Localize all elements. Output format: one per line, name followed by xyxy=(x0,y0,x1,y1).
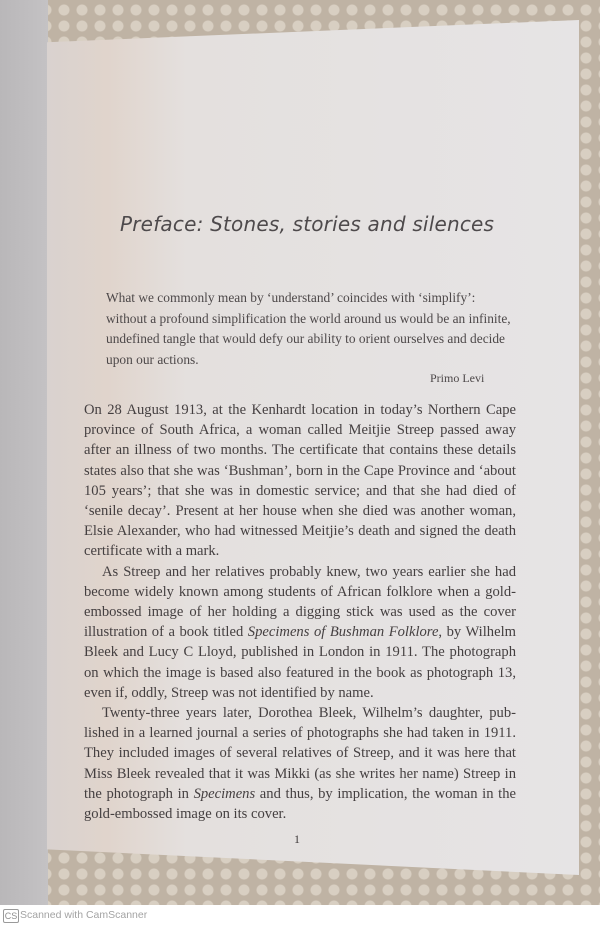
chapter-title: Preface: Stones, stories and silences xyxy=(120,212,495,236)
epigraph-attribution: Primo Levi xyxy=(430,371,485,385)
scanner-watermark: Scanned with CamScanner xyxy=(20,909,148,921)
facing-page-edge xyxy=(0,0,48,905)
scanner-footer xyxy=(0,905,600,927)
paragraph: As Streep and her relatives probably knew, two years earlier she had become widely known among students of African folklore when a gold-embossed image of her holding a digging stick was used as the cover illustration of a book titled Specimens of Bushman Folklore, by Wilhelm Bleek and Lucy C Lloyd, published in London in 1911. The photograph on which the image is based also featured in the book as photograph 13, even if, oddly, Streep was not identified by name. xyxy=(84,563,516,701)
camscanner-logo-icon: CS xyxy=(4,911,18,921)
page-number: 1 xyxy=(294,832,300,846)
paragraph: Twenty-three years later, Dorothea Bleek, Wilhelm’s daughter, published in a learned journal a series of photographs she had taken in 1911. They included images of several relatives of Streep, and it was here that Miss Bleek revealed that it was Mikki (as she writes her name) Streep in the photograph in Specimens and thus, by implication, the woman in the gold-embossed image on its cover. xyxy=(84,705,516,823)
body-text xyxy=(84,400,516,824)
epigraph-quote: What we commonly mean by ‘understand’ coincides with ‘simplify’: without a profound simplification the world around us would be an infinite, undefined tangle that would defy our ability to orient ourselves and decide upon our actions. xyxy=(106,290,511,367)
paragraph: On 28 August 1913, at the Kenhardt location in today’s Northern Cape province of South Africa, a woman called Meitjie Streep passed away after an illness of two months. The certificate that contains these details states also that she was ‘Bushman’, born in the Cape Province and ‘about 105 years’; that she was in domestic service; and that she had died of ‘senile decay’. Present at her house when she died was another woman, Elsie Alexander, who had witnessed Meitjie’s death and signed the death certificate with a mark. xyxy=(84,402,516,560)
